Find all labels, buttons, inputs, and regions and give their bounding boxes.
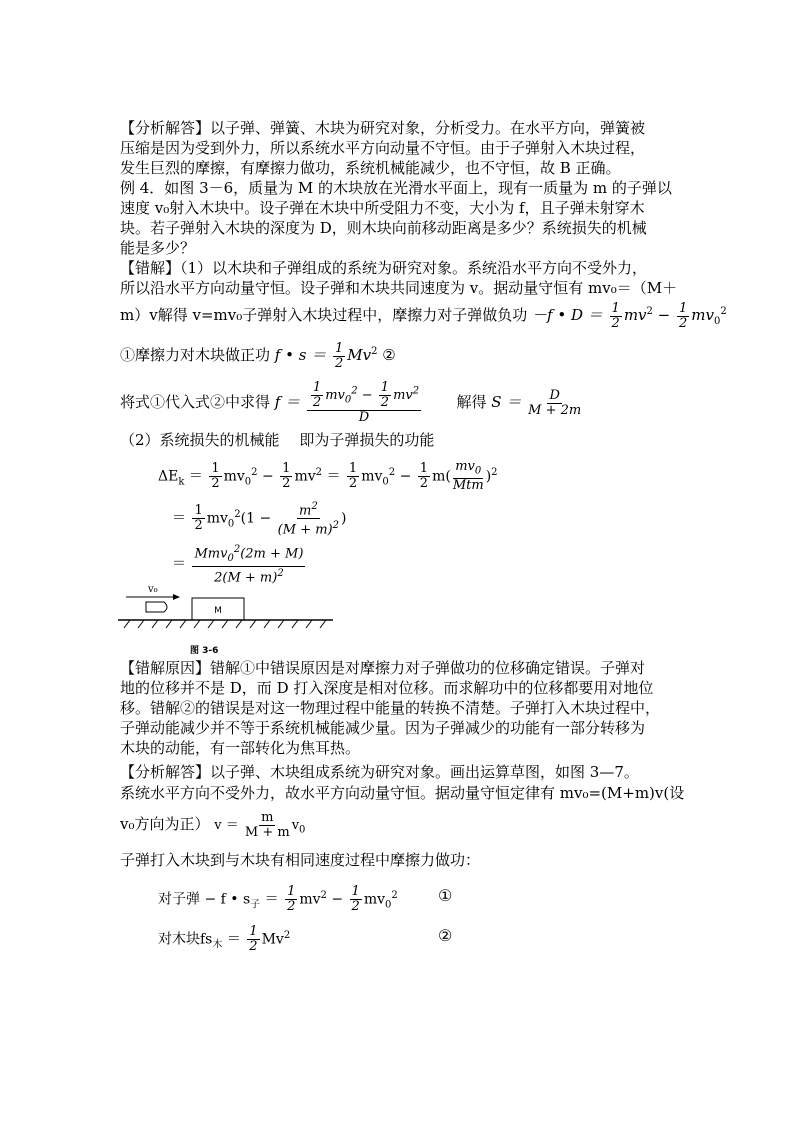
example-line-3: 块。若子弹射入木块的深度为 D，则木块向前移动距离是多少？系统损失的机械 [120,219,647,237]
circle-2: ② [438,926,453,945]
reason-line-3: 移。错解②的错误是对这一物理过程中能量的转换不清楚。子弹打入木块过程中， [120,699,661,717]
frac-half: $\frac{1}{2}$ [334,340,344,371]
reason-line-2: 地的位移并不是 D，而 D 打入深度是相对位移。而求解功中的位移都要用对地位 [120,679,654,697]
eq-friction-bullet: －f • D ＝ [532,306,603,324]
v-result-line: v₀方向为正） v ＝ $\frac{m}{M + m}$ $v_0$ [120,810,306,840]
reason-line-5: 木块的动能，有一部转化为焦耳热。 [120,739,361,757]
line-text: m）v解得 v=mv₀子弹射入木块过程中，摩擦力对子弹做负功 [120,306,528,324]
example-line-4: 能是多少？ [120,239,196,257]
eq-fs: f • s ＝ [274,346,327,364]
example-line-1: 例 4．如图 3－6，质量为 M 的木块放在光滑水平面上，现有一质量为 m 的子弹以 [120,179,672,197]
circle2: ② [382,346,396,364]
substitute-text: 将式①代入式②中求得 [120,393,271,411]
frac-half: $\frac{1}{2}$ [679,300,688,331]
frac-S: $\frac{D}{M + 2m}$ [528,387,582,418]
wrong-solution-line-3: m）v解得 v=mv₀子弹射入木块过程中，摩擦力对子弹做负功 －f • D ＝ $\frac{1}{2}$ $mv^2$ − $\frac{1}{2}$ $mv_0^2$ [120,300,727,331]
eq-S: S ＝ [491,393,522,411]
block-eq-line: 对木块$fs_木$ ＝ $\frac{1}{2}$ Mv$^2$ [158,924,291,955]
eq-sign: ＝ [188,468,203,485]
dek-line-1: $\Delta E_k$ ＝ $\frac{1}{2}$ $mv_0^2$ − $\frac{1}{2}$ $mv^2$ ＝ $\frac{1}{2}$ $mv_0^2$ − $\frac{1}{2}$ m( $\frac{mv_0}{\text{Mtm}}$ )$^2$ [158,458,498,494]
bullet-icon [146,602,167,612]
bullet-label: 对子弹 [158,891,200,908]
answer-line-2: 压缩是因为受到外力，所以系统水平方向动量不守恒。由于子弹射入木块过程， [120,139,646,157]
part2-line: （2）系统损失的机械能 即为子弹损失的功能 [120,431,435,449]
dek-line-3: ＝ $\frac{Mmv_0^2(2m + M)}{2(M + m)^2}$ [172,544,304,586]
bullet-eq-line: 对子弹 − f • $s_子$ ＝ $\frac{1}{2}$ $mv^2$ − $\frac{1}{2}$ $mv_0^2$ [158,884,398,915]
reason-line-4: 子弹动能减少并不等于系统机械能减少量。因为子弹减少的功能有一部分转移为 [120,719,646,737]
dek-label: ΔE [158,468,179,485]
circle1-text: ①摩擦力对木块做正功 [120,346,271,364]
ground-hatch [124,620,326,628]
wrong-solution-line-1: 【错解】（1）以木块和子弹组成的系统为研究对象。系统沿水平方向不受外力， [120,259,648,277]
figure-3-6 [118,580,338,660]
dek-line-2: ＝ $\frac{1}{2}$ $mv_0^2(1$ − $\frac{m^2}{(M + m)^2}$ ) [172,500,347,538]
analysis-line-1: 【分析解答】以子弹、木块组成系统为研究对象。画出运算草图，如图 3—7。 [120,763,639,781]
answer-line-1: 【分析解答】以子弹、弹簧、木块为研究对象，分析受力。在水平方向，弹簧被 [120,119,646,137]
reason-line-1: 【错解原因】错解①中错误原因是对摩擦力对子弹做功的位移确定错误。子弹对 [120,659,646,677]
example-line-2: 速度 v₀射入木块中。设子弹在木块中所受阻力不变，大小为 f，且子弹未射穿木 [120,199,645,217]
answer-line-3: 发生巨烈的摩擦，有摩擦力做功，系统机械能减少，也不守恒，故 B 正确。 [120,159,621,177]
solve-text: 解得 [456,393,487,411]
wrong-solution-line-2: 所以沿水平方向动量守恒。设子弹和木块共同速度为 v。据动量守恒有 mv₀＝（M＋ [120,279,678,297]
process-line: 子弹打入木块到与木块有相同速度过程中摩擦力做功： [120,851,481,869]
v0-direction: v₀方向为正） [120,815,210,833]
fig-caption: 图 3-6 [190,646,219,656]
block-label: 对木块 [158,931,200,948]
fig-label-M: M [214,606,222,616]
eq-f: f ＝ [274,393,301,411]
frac-half: $\frac{1}{2}$ [611,300,620,331]
circle-1: ① [438,886,453,905]
analysis-line-2: 系统水平方向不受外力，故水平方向动量守恒。据动量守恒定律有 mv₀=(M+m)v(设 [120,784,685,802]
circle1-line: ①摩擦力对木块做正功 f • s ＝ $\frac{1}{2}$ Mv$^2$ ② [120,340,396,371]
frac-f: $\frac{1}{2}$ $mv_0^2$ − $\frac{1}{2}$ $mv^2$ D [307,381,421,425]
fig-label-v0: v₀ [148,584,158,595]
arrow-head-icon [173,594,180,600]
substitute-line [120,377,583,427]
